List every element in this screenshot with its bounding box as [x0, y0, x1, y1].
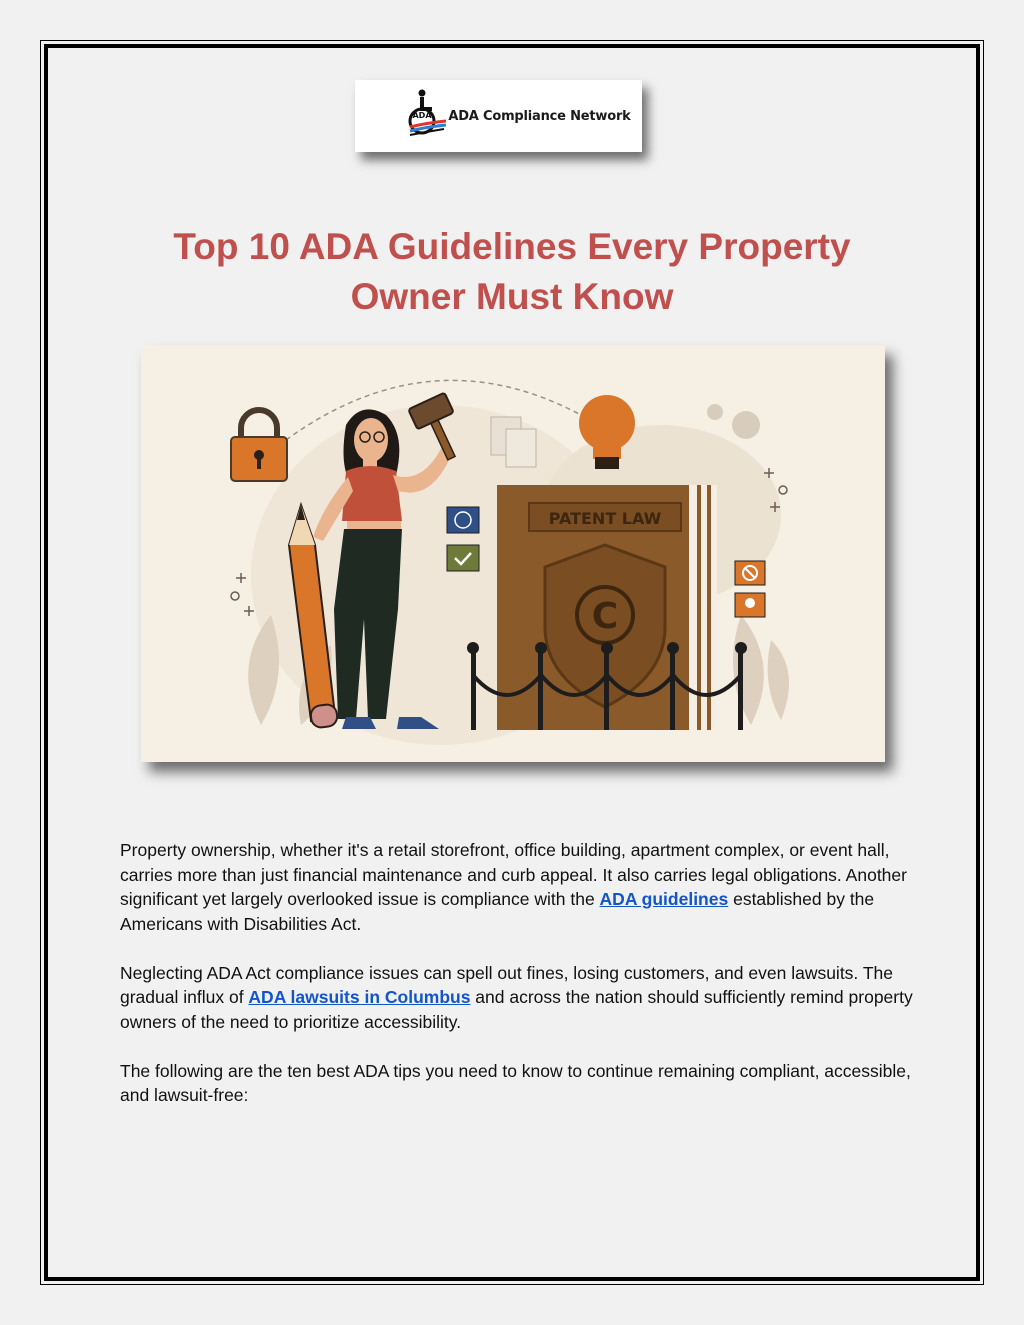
gear-icon	[707, 404, 760, 439]
idea-icon	[735, 593, 765, 617]
ada-lawsuits-columbus-link[interactable]: ADA lawsuits in Columbus	[248, 987, 471, 1007]
page-title: Top 10 ADA Guidelines Every Property Owner Must Know	[173, 226, 851, 317]
book-label: PATENT LAW	[548, 509, 662, 528]
hero-illustration	[141, 345, 885, 762]
globe-icon	[447, 507, 479, 533]
logo-banner	[355, 80, 642, 152]
article-body	[120, 838, 920, 1132]
paragraph-intro: Property ownership, whether it's a retail storefront, office building, apartment complex, or event hall, carries more than just financial maintenance and curb appeal. It also carries legal obligations. Another significant yet largely overlooked issue is compliance with the ADA guidelines established by the Americans with Disabilities Act.	[120, 840, 907, 934]
brand-name: ADA Compliance Network	[448, 108, 631, 124]
checkmark-icon	[447, 545, 479, 571]
paragraph-lawsuits: Neglecting ADA Act compliance issues can spell out fines, losing customers, and even lawsuits. The gradual influx of ADA lawsuits in Columbus and across the nation should sufficiently remind property owners of the need to prioritize accessibility.	[120, 962, 913, 1032]
logo-badge-text: ADA	[412, 111, 432, 120]
prohibited-icon	[735, 561, 765, 585]
wheelchair-logo-icon	[406, 87, 446, 145]
padlock-icon	[231, 410, 287, 481]
paragraph-tips-intro: The following are the ten best ADA tips you need to know to continue remaining compliant, accessible, and lawsuit-free:	[120, 1060, 911, 1105]
ada-guidelines-link[interactable]: ADA guidelines	[599, 889, 729, 909]
shield-letter: C	[591, 596, 619, 637]
